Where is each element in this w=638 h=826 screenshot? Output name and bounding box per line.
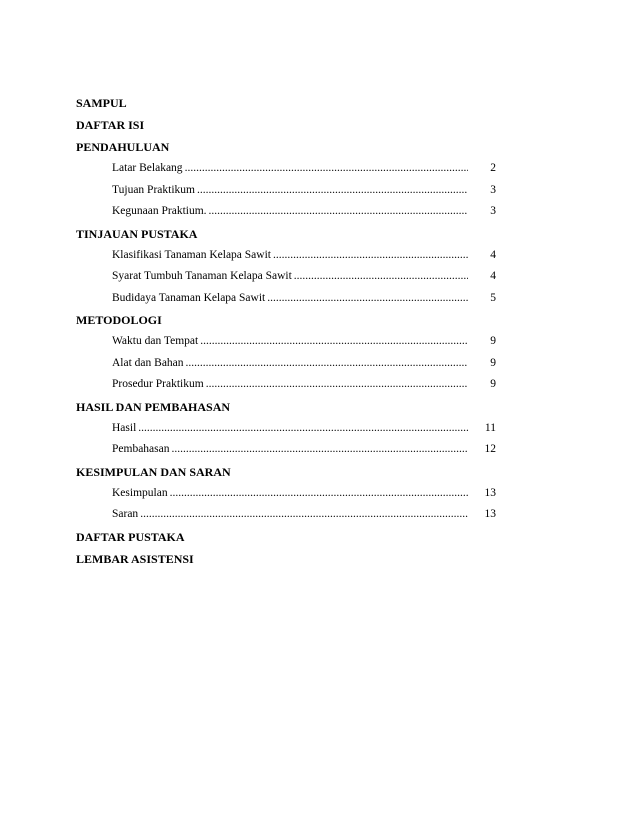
toc-entry: [112, 374, 496, 396]
toc-entry: [112, 266, 496, 288]
toc-entry-label: Klasifikasi Tanaman Kelapa Sawit: [112, 248, 271, 261]
dot-leader: [294, 266, 468, 288]
dot-leader: [140, 504, 468, 526]
toc-entry-label: Saran: [112, 508, 139, 520]
dot-leader: [186, 353, 468, 375]
toc-entry-page: 13: [484, 486, 496, 499]
toc-heading: SAMPUL: [76, 96, 127, 110]
toc-entry-page: 9: [490, 356, 496, 369]
toc-entry-page: 2: [490, 162, 496, 174]
toc-entry-label: Alat dan Bahan: [112, 356, 184, 369]
toc-entry: [112, 439, 496, 461]
toc-entry-label: Kegunaan Praktium.: [112, 205, 207, 217]
toc-entry-label: Hasil: [112, 421, 137, 434]
toc-entry-label: Prosedur Praktikum: [112, 378, 204, 390]
toc-entry: [112, 288, 496, 310]
toc-entry-page: 13: [484, 508, 496, 520]
dot-leader: [197, 180, 468, 202]
toc-entry-page: 3: [490, 205, 496, 217]
toc-entry-page: 5: [490, 291, 496, 304]
toc-heading: TINJAUAN PUSTAKA: [76, 226, 198, 241]
toc-entry-label: Waktu dan Tempat: [112, 335, 199, 347]
toc-entry: [112, 331, 496, 353]
dot-leader: [209, 201, 468, 223]
dot-leader: [206, 374, 468, 396]
toc-entry: [112, 483, 496, 505]
toc-entry-label: Budidaya Tanaman Kelapa Sawit: [112, 291, 266, 304]
toc-entry-label: Latar Belakang: [112, 162, 183, 174]
toc-heading: DAFTAR ISI: [76, 118, 145, 132]
toc-entry-label: Tujuan Praktikum: [112, 183, 195, 196]
toc-entry-page: 4: [490, 248, 496, 261]
toc-entry-page: 3: [490, 183, 496, 196]
dot-leader: [267, 288, 468, 310]
dot-leader: [200, 331, 468, 353]
toc-entry-page: 11: [484, 421, 496, 434]
toc-heading: METODOLOGI: [76, 313, 162, 327]
toc-entry-label: Pembahasan: [112, 443, 170, 455]
toc-heading: DAFTAR PUSTAKA: [76, 529, 185, 544]
toc-entry: [112, 201, 496, 223]
toc-heading: HASIL DAN PEMBAHASAN: [76, 399, 231, 414]
toc-heading: LEMBAR ASISTENSI: [76, 551, 194, 566]
toc-entry: [112, 180, 496, 202]
dot-leader: [138, 418, 468, 440]
toc-entry-label: Syarat Tumbuh Tanaman Kelapa Sawit: [112, 270, 292, 282]
table-of-contents: [76, 92, 496, 570]
toc-heading: PENDAHULUAN: [76, 140, 170, 154]
toc-entry: [112, 418, 496, 440]
toc-entry: [112, 353, 496, 375]
dot-leader: [273, 245, 468, 267]
dot-leader: [171, 439, 468, 461]
toc-entry-page: 4: [490, 270, 496, 282]
dot-leader: [185, 158, 468, 180]
toc-entry-page: 9: [490, 335, 496, 347]
dot-leader: [170, 483, 468, 505]
toc-entry: [112, 245, 496, 267]
toc-entry-page: 12: [484, 443, 496, 455]
toc-heading: KESIMPULAN DAN SARAN: [76, 464, 231, 479]
toc-entry-label: Kesimpulan: [112, 486, 168, 499]
toc-entry: [112, 504, 496, 526]
toc-entry: [112, 158, 496, 180]
toc-entry-page: 9: [490, 378, 496, 390]
